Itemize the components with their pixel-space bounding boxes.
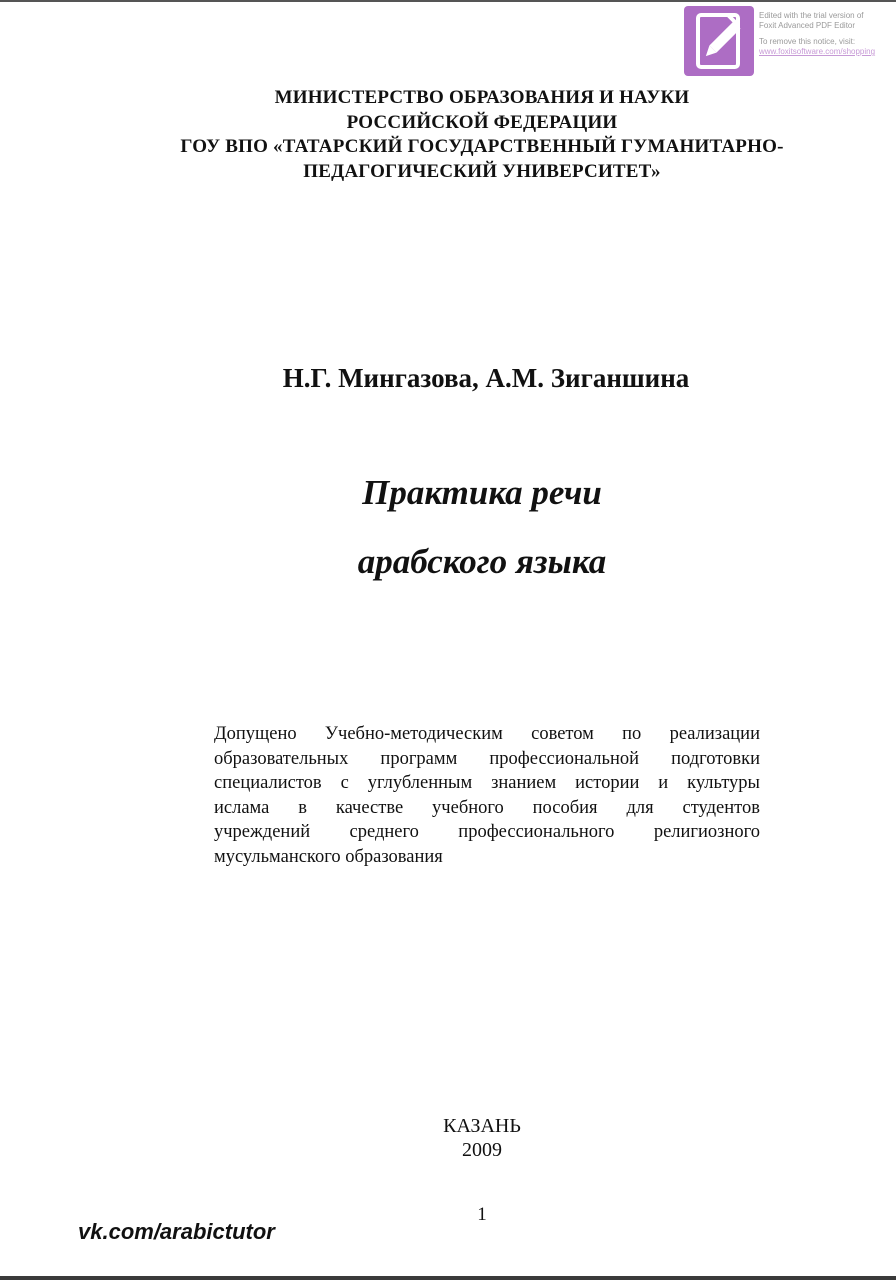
authors: Н.Г. Мингазова, А.М. Зиганшина [282,363,690,393]
title-line-1: Практика речи [362,473,602,512]
book-title [0,458,896,596]
watermark-line-2: Foxit Advanced PDF Editor [759,21,856,30]
ministry-header [0,86,896,184]
footer-link[interactable]: vk.com/arabictutor [78,1219,275,1244]
top-border [0,0,896,2]
approval-line: ислама в качестве учебного пособия для студентов [214,797,760,818]
approval-line: специалистов с углубленным знанием истории и культуры [214,773,760,793]
bottom-border [0,1276,896,1280]
approval-line: образовательных программ профессиональной подготовки [214,748,760,769]
foxit-watermark [684,6,894,78]
city: КАЗАНЬ [443,1115,521,1137]
watermark-line-3: To remove this notice, visit: [759,37,856,46]
header-line-4: ПЕДАГОГИЧЕСКИЙ УНИВЕРСИТЕТ» [303,160,661,182]
approval-line: учреждений среднего профессионального религиозного [214,822,760,842]
watermark-notice [759,11,894,57]
watermark-link[interactable]: www.foxitsoftware.com/shopping [759,47,876,56]
header-line-1: МИНИСТЕРСТВО ОБРАЗОВАНИЯ И НАУКИ [274,87,690,108]
approval-statement [214,722,760,869]
page-number: 1 [477,1204,487,1225]
foxit-pen-icon [684,6,754,76]
title-line-2: арабского языка [357,542,607,581]
header-line-2: РОССИЙСКОЙ ФЕДЕРАЦИИ [346,111,618,133]
approval-line: мусульманского образования [214,846,443,867]
watermark-line-1: Edited with the trial version of [759,11,864,20]
publication-place [0,1114,896,1162]
approval-line: Допущено Учебно-методическим советом по реализации [214,724,760,744]
header-line-3: ГОУ ВПО «ТАТАРСКИЙ ГОСУДАРСТВЕННЫЙ ГУМАНИТАРНО- [180,136,784,157]
year: 2009 [462,1139,502,1161]
